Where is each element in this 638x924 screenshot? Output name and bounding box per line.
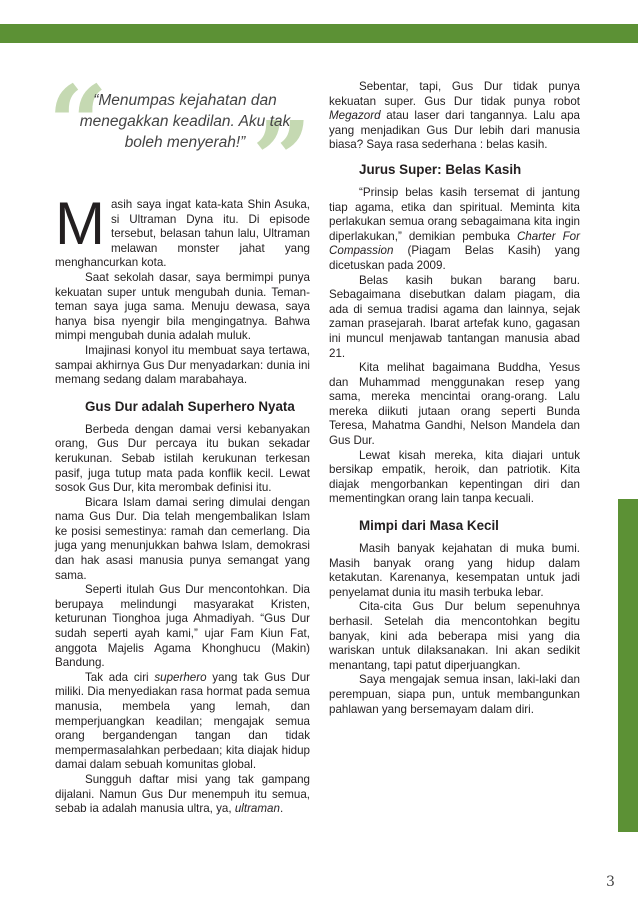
section2-p1-a: “Prinsip belas kasih tersemat di jantung tiap agama, etika dan spiritual. Meminta kita perlakukan semua orang sebagaimana kita ingin diperlakukan,” demikian pembuka (329, 185, 580, 243)
open-quote-mark-icon: “ (48, 62, 108, 185)
close-quote-mark-icon: ” (252, 98, 312, 221)
side-accent-bar (618, 499, 638, 832)
right-intro-em: Megazord (329, 109, 381, 123)
section1-p5-b: . (279, 802, 284, 816)
section2-paragraph-2: Belas kasih bukan barang baru. Sebagaimana disebutkan dalam piagam, dia ada di semua tradisi agama dan lainnya, sejak zaman prasejarah. Ibarat artefak kuno, gagasan ini muncul menjawab tantangan manusia abad 21. (329, 273, 580, 360)
intro-paragraph-3: Imajinasi konyol itu membuat saya tertawa, sampai akhirnya Gus Dur menyadarkan: dunia ini memang sedang dalam marabahaya. (55, 343, 310, 387)
left-column (55, 190, 311, 817)
right-column (329, 80, 580, 717)
section1-paragraph-1: Berbeda dengan damai versi kebanyakan orang, Gus Dur percaya itu bukan sekadar kerukunan. Sebab istilah kerukunan terkesan pasif, juga tutup mata pada konflik kecil. Lewat sosok Gus Dur, kita merombak definisi itu. (55, 422, 310, 495)
section1-p4-a: Tak ada ciri (85, 670, 155, 684)
right-intro-a: Sebentar, tapi, Gus Dur tidak punya kekuatan super. Gus Dur tidak punya robot (329, 80, 580, 108)
section2-p1-em: Charter For Compassion (329, 229, 580, 258)
section1-p4-em: superhero (154, 670, 207, 684)
section1-paragraph-3: Seperti itulah Gus Dur mencontohkan. Dia berupaya melindungi masyarakat Kristen, keturunan Tionghoa juga Ahmadiyah. “Gus Dur sudah seperti ayah kami,” ujar Fam Kiun Fat, anggota Majelis Agama Khonghucu (Makin) Bandung. (55, 583, 310, 670)
right-intro-paragraph (329, 80, 580, 153)
section1-paragraph-4 (55, 671, 310, 773)
right-intro-b: atau laser dari tangannya. Lalu apa yang menjadikan Gus Dur lebih dari manusia biasa? Saya rasa sederhana : belas kasih. (329, 109, 580, 152)
section2-paragraph-3: Kita melihat bagaimana Buddha, Yesus dan Muhammad menggunakan resep yang sama, mereka mencintai orang-orang. Lalu mereka diikuti jutaan orang seperti Bunda Teresa, Mahatma Gandhi, Nelson Mandela dan Gus Dur. (329, 361, 580, 448)
section3-heading: Mimpi dari Masa Kecil (359, 518, 499, 534)
intro-paragraph-2: Saat sekolah dasar, saya bermimpi punya kekuatan super untuk mengubah dunia. Teman-teman saya juga sama. Menuju dewasa, saya hanya bisa nyengir bila mengingatnya. Bahwa mimpi mengubah dunia adalah muluk. (55, 270, 310, 343)
section2-paragraph-1 (329, 186, 580, 274)
section1-heading: Gus Dur adalah Superhero Nyata (85, 398, 295, 414)
pull-quote: “Menumpas kejahatan dan menegakkan keadilan. Aku tak boleh menyerah!” (79, 92, 291, 151)
top-accent-bar (0, 24, 638, 43)
drop-cap: M (55, 190, 105, 257)
section1-p5-em: ultraman (234, 802, 280, 816)
section2-p1-b: (Piagam Belas Kasih) yang dicetuskan pada 2009. (329, 244, 580, 272)
section2-heading: Jurus Super: Belas Kasih (359, 161, 522, 177)
intro-paragraph-1-text: asih saya ingat kata-kata Shin Asuka, si Ultraman Dyna itu. Di episode tersebut, belasan tahun lalu, Ultraman melawan monster jahat yang menghancurkan kota. (55, 198, 310, 270)
section1-p4-b: yang tak Gus Dur miliki. Dia menyediakan rasa hormat pada semua manusia, membela yang lemah, dan memperjuangkan keadilan; mengajak semua orang bergandengan tangan dan tidak mempermasalahkan perbedaan; kita diajak hidup damai dalam sebuah komunitas global. (55, 670, 311, 772)
page-number: 3 (606, 874, 615, 890)
section1-p5-a: Sungguh daftar misi yang tak gampang dijalani. Namun Gus Dur menempuh itu semua, sebab ia adalah manusia ultra, ya, (55, 772, 310, 816)
section3-paragraph-3: Saya mengajak semua insan, laki-laki dan perempuan, siapa pun, untuk membangunkan pahlawan yang bersemayam dalam diri. (329, 673, 580, 716)
section1-paragraph-5 (55, 773, 310, 817)
section2-paragraph-4: Lewat kisah mereka, kita diajari untuk bersikap empatik, heroik, dan patriotik. Kita diajak mengorbankan kepentingan diri dan mementingkan orang lain tanpa kecuali. (329, 448, 580, 506)
section3-paragraph-1: Masih banyak kejahatan di muka bumi. Masih banyak orang yang hidup dalam ketakutan. Karenanya, kesempatan untuk jadi penyelamat dunia itu masih terbuka lebar. (329, 542, 580, 599)
section1-paragraph-2: Bicara Islam damai sering dimulai dengan nama Gus Dur. Dia telah mengembalikan Islam ke posisi semestinya: ramah dan cemerlang. Dia juga yang menunjukkan bahwa Islam, demokrasi dan hak asasi manusia punya semangat yang sama. (55, 495, 310, 582)
section3-paragraph-2: Cita-cita Gus Dur belum sepenuhnya berhasil. Setelah dia mencontohkan begitu banyak, kini ada beberapa misi yang dia wariskan untuk dilaksanakan. Ini akan sedikit menantang, tapi patut diperjuangkan. (329, 600, 580, 672)
